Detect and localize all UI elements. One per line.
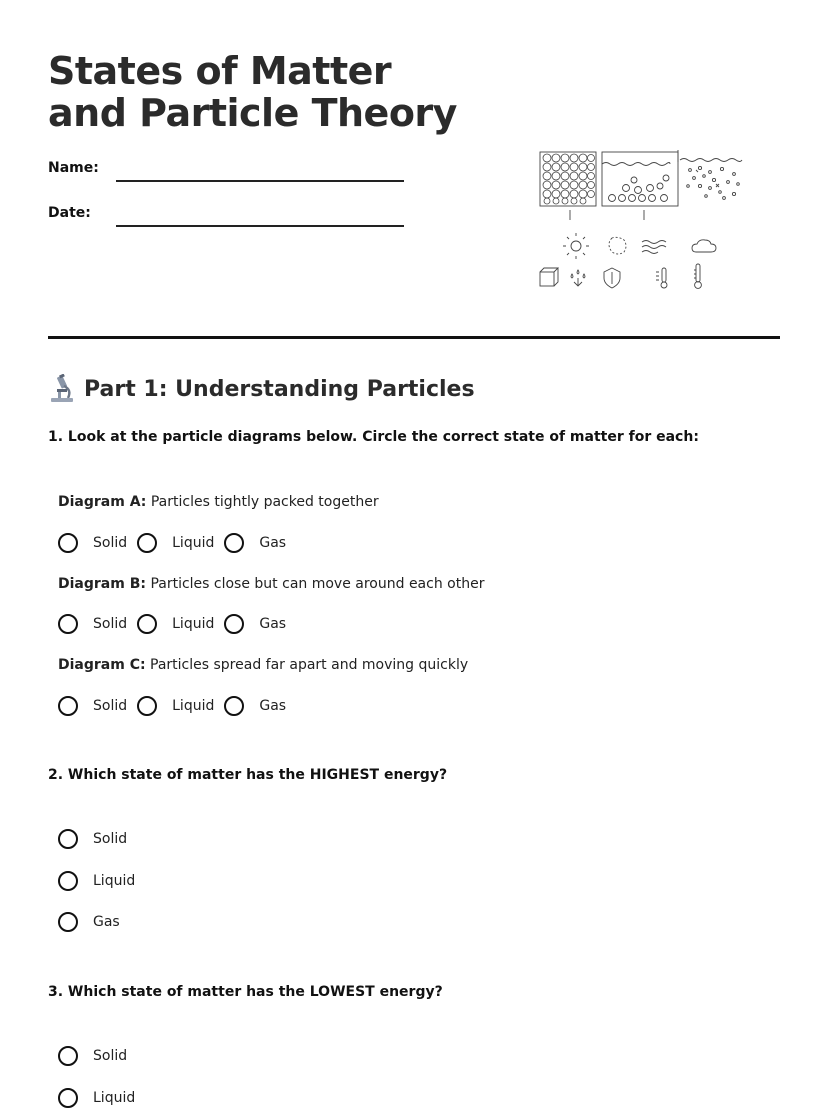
- option-label: Liquid: [172, 698, 215, 714]
- swirl-icon: [609, 237, 626, 254]
- diagram-b-option-gas[interactable]: [224, 614, 286, 634]
- radio-button[interactable]: [58, 533, 78, 553]
- diagram-a-description: Particles tightly packed together: [150, 494, 379, 510]
- radio-button[interactable]: [58, 829, 78, 849]
- diagram-c-option-gas[interactable]: [224, 696, 286, 716]
- option-label: Solid: [93, 535, 128, 551]
- cloud-icon: [692, 240, 716, 252]
- q3-option-solid[interactable]: [58, 1046, 127, 1066]
- droplets-icon: [571, 270, 585, 286]
- cube-icon: [540, 268, 558, 286]
- option-label: Liquid: [172, 535, 215, 551]
- sun-icon: [563, 233, 589, 259]
- diagram-a-option-solid[interactable]: [58, 533, 127, 553]
- option-label: Gas: [93, 914, 120, 930]
- question-1-text: 1. Look at the particle diagrams below. Circle the correct state of matter for each:: [48, 429, 699, 445]
- radio-button[interactable]: [58, 1046, 78, 1066]
- q2-option-gas[interactable]: [58, 912, 120, 932]
- option-label: Gas: [259, 535, 287, 551]
- option-label: Solid: [93, 698, 128, 714]
- option-label: Liquid: [172, 616, 215, 632]
- diagram-a-label: [58, 494, 379, 510]
- radio-button[interactable]: [58, 1088, 78, 1108]
- radio-button[interactable]: [224, 614, 244, 634]
- diagram-c-option-solid[interactable]: [58, 696, 127, 716]
- date-label: Date:: [48, 205, 91, 221]
- question-2-text: 2. Which state of matter has the HIGHEST energy?: [48, 767, 448, 783]
- option-label: Solid: [93, 831, 128, 847]
- option-label: Liquid: [93, 873, 136, 889]
- q3-option-liquid[interactable]: [58, 1088, 135, 1108]
- waves-icon: [642, 241, 666, 254]
- section-divider: [48, 336, 780, 339]
- q2-option-liquid[interactable]: [58, 871, 135, 891]
- shield-icon: [604, 268, 620, 288]
- hot-thermometer-icon: [694, 264, 701, 288]
- radio-button[interactable]: [137, 696, 157, 716]
- states-of-matter-illustration: [538, 148, 750, 296]
- name-label: Name:: [48, 160, 99, 176]
- cold-thermometer-icon: [656, 268, 667, 288]
- question-3-text: 3. Which state of matter has the LOWEST energy?: [48, 984, 443, 1000]
- radio-button[interactable]: [58, 912, 78, 932]
- q2-option-solid[interactable]: [58, 829, 127, 849]
- name-field[interactable]: [116, 180, 404, 182]
- diagram-a-option-liquid[interactable]: [137, 533, 214, 553]
- diagram-b-description: Particles close but can move around each other: [150, 576, 485, 592]
- diagram-c-description: Particles spread far apart and moving quickly: [150, 657, 469, 673]
- solid-particles-icon: [540, 152, 596, 220]
- page-title: States of Matter and Particle Theory: [48, 49, 457, 135]
- part1-title: Part 1: Understanding Particles: [84, 376, 475, 402]
- diagram-b-option-solid[interactable]: [58, 614, 127, 634]
- radio-button[interactable]: [58, 614, 78, 634]
- radio-button[interactable]: [224, 533, 244, 553]
- diagram-c-title: Diagram C:: [58, 657, 146, 673]
- liquid-particles-icon: [602, 152, 678, 220]
- diagram-c-option-liquid[interactable]: [137, 696, 214, 716]
- option-label: Gas: [259, 616, 287, 632]
- radio-button[interactable]: [58, 871, 78, 891]
- diagram-a-options: [58, 533, 296, 553]
- option-label: Gas: [259, 698, 287, 714]
- option-label: Liquid: [93, 1090, 136, 1106]
- diagram-a-option-gas[interactable]: [224, 533, 286, 553]
- diagram-b-title: Diagram B:: [58, 576, 146, 592]
- diagram-c-label: [58, 657, 468, 673]
- diagram-b-option-liquid[interactable]: [137, 614, 214, 634]
- date-field[interactable]: [116, 225, 404, 227]
- radio-button[interactable]: [137, 533, 157, 553]
- option-label: Solid: [93, 616, 128, 632]
- radio-button[interactable]: [224, 696, 244, 716]
- gas-particles-icon: [678, 150, 742, 199]
- diagram-b-label: [58, 576, 484, 592]
- diagram-b-options: [58, 614, 296, 634]
- diagram-c-options: [58, 696, 296, 716]
- radio-button[interactable]: [58, 696, 78, 716]
- option-label: Solid: [93, 1048, 128, 1064]
- diagram-a-title: Diagram A:: [58, 494, 147, 510]
- part1-heading: [48, 374, 475, 404]
- microscope-icon: [48, 374, 76, 404]
- radio-button[interactable]: [137, 614, 157, 634]
